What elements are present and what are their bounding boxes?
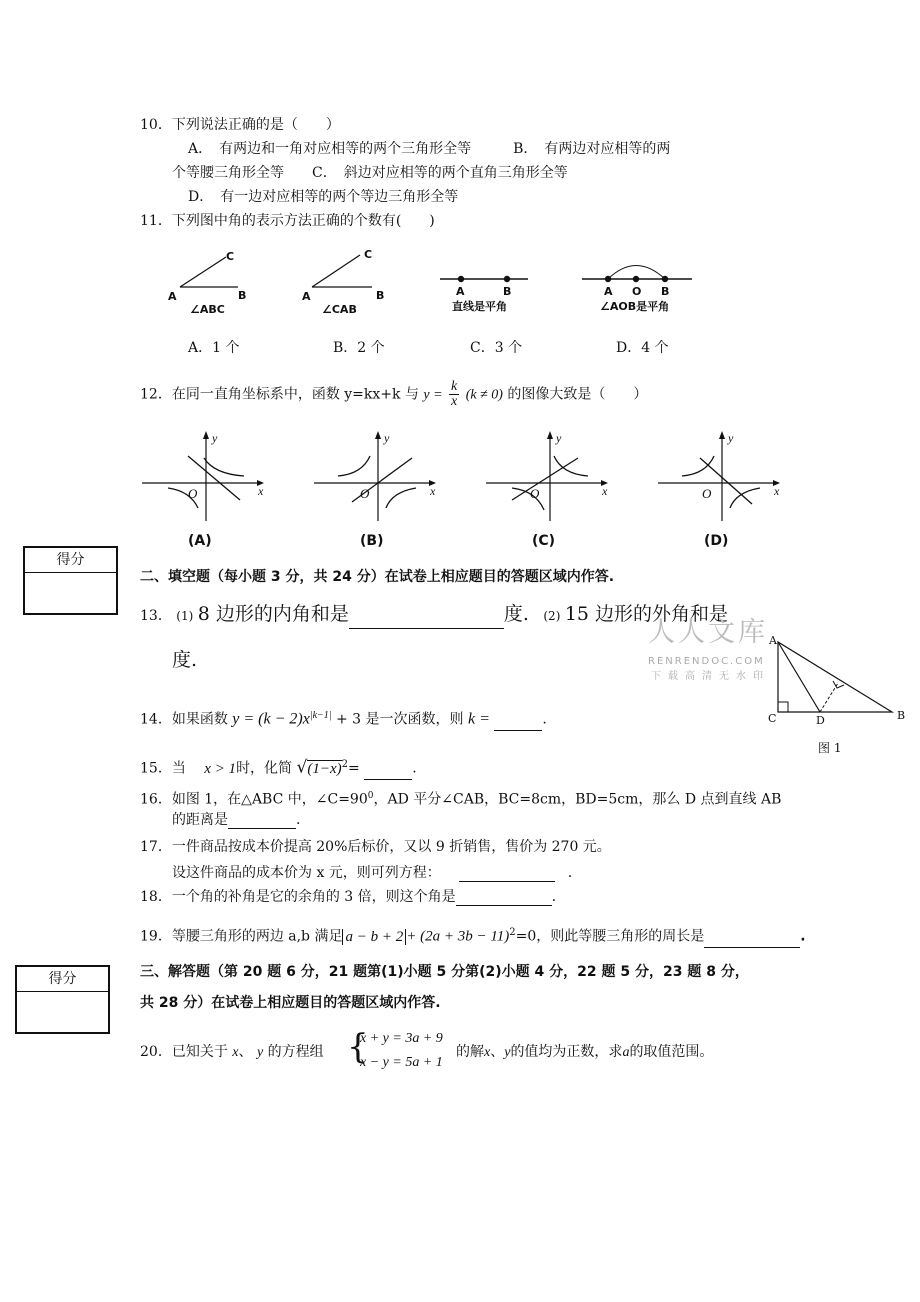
q18-line (140, 888, 556, 906)
q12-graph-c (484, 428, 614, 523)
q15-prefix: 15．当 (140, 760, 186, 777)
q12-y-eq: y = (423, 387, 443, 403)
q19-square: 2 (509, 927, 516, 938)
q20-prefix (140, 1043, 324, 1062)
q20-equation-2: x − y = 5a + 1 (360, 1055, 443, 1070)
q11-figure-arc (580, 258, 695, 288)
score-box-section-3 (15, 965, 110, 1034)
q16-text-a: 16．如图 1，在△ABC 中，∠C=90 (140, 791, 368, 808)
q16-line-2 (172, 811, 300, 829)
q11-fig4-label-a: A (604, 285, 613, 298)
q12-a-x: x (258, 484, 264, 498)
section-3-heading-line-1: 三、解答题（第 20 题 6 分，21 题第(1)小题 5 分第(2)小题 4 分，22 题 5 分，23 题 8 分， (140, 964, 749, 980)
q14-middle: + 3 是一次函数，则 (335, 711, 464, 728)
q11-fig2-label-c: C (364, 248, 373, 261)
q13-line-2: 度. (172, 649, 198, 671)
q20-sep: 、 (238, 1044, 253, 1060)
q16-blank[interactable] (228, 814, 296, 829)
q12-graph-d (656, 428, 786, 523)
q20-x-2: x (484, 1045, 491, 1060)
q15-middle: 时，化简 (236, 760, 293, 777)
watermark-logo: 人人文库 (648, 617, 768, 648)
score-box-label: 得分 (17, 967, 108, 992)
q15-end: . (412, 760, 417, 777)
q12-stem (140, 380, 647, 409)
q12-graph-b (312, 428, 442, 523)
q10-option-d: D． 有一边对应相等的两个等边三角形全等 (188, 189, 459, 205)
q12-graph-a (140, 428, 270, 523)
q12-a-label: (A) (188, 533, 212, 549)
q14-exponent: |k−1| (309, 710, 332, 721)
watermark-caption: 下载高清无水印 (651, 671, 770, 682)
q12-d-o: O (702, 486, 712, 501)
q20-y-2: y (504, 1045, 511, 1060)
q19-prefix: 19．等腰三角形的两边 a,b 满足 (140, 928, 343, 945)
q18-end: . (551, 889, 557, 905)
q17-prompt: 设这件商品的成本价为 x 元，则可列方程： (172, 865, 441, 881)
q12-frac-num: k (451, 379, 458, 394)
figure-1-triangle (770, 640, 910, 720)
q12-b-y: y (384, 431, 390, 445)
q12-c-label: (C) (532, 533, 556, 549)
q13-part-2-text: 15 边形的外角和是 (564, 603, 729, 625)
q10-option-b-c: 个等腰三角形全等 C． 斜边对应相等的两个直角三角形全等 (172, 165, 568, 181)
q12-d-y: y (728, 431, 734, 445)
section-3-heading-line-2: 共 28 分）在试卷上相应题目的答题区域内作答. (140, 995, 441, 1011)
q19-end: . (800, 928, 806, 945)
q11-fig3-label-a: A (456, 285, 465, 298)
q11-fig1-caption: ∠ABC (190, 303, 225, 316)
q10-option-a-b: A． 有两边和一角对应相等的两个三角形全等 B． 有两边对应相等的两 (188, 141, 671, 157)
q11-fig2-label-b: B (376, 289, 385, 302)
q11-fig4-caption: ∠AOB是平角 (600, 300, 670, 313)
q18-text: 18．一个角的补角是它的余角的 3 倍，则这个角是 (140, 889, 456, 905)
q14-expression: y = (k − 2)x (232, 710, 310, 728)
q18-blank[interactable] (456, 891, 552, 906)
score-box-section-2 (23, 546, 118, 615)
q12-fraction (449, 380, 459, 409)
q12-prefix: 12．在同一直角坐标系中，函数 y=kx+k 与 (140, 386, 419, 403)
q19-absolute: a − b + 2 (342, 929, 406, 945)
q11-fig3-label-b: B (503, 285, 512, 298)
watermark-url: RENRENDOC.COM (648, 656, 765, 667)
q19-middle: =0，则此等腰三角形的周长是 (515, 928, 705, 945)
q17-end: . (567, 865, 573, 881)
q16-degree: 0 (367, 791, 374, 801)
q12-b-o: O (360, 486, 370, 501)
q16-end: . (296, 812, 301, 828)
q15-line (140, 754, 417, 780)
q20-text-e: 的取值范围。 (629, 1044, 714, 1060)
q10-stem: 10．下列说法正确的是（ ） (140, 117, 340, 133)
q12-frac-den: x (451, 394, 458, 409)
q11-option-b: B．2 个 (333, 340, 385, 356)
q17-line-1: 17．一件商品按成本价提高 20%后标价，又以 9 折销售，售价为 270 元。 (140, 839, 611, 855)
q17-line-2 (172, 864, 572, 882)
q12-d-x: x (774, 484, 780, 498)
q19-blank[interactable] (704, 933, 800, 948)
q13-part-1-unit: 度. (503, 603, 529, 625)
q20-y: y (256, 1045, 264, 1060)
q12-a-o: O (188, 486, 198, 501)
q19-square-term: + (2a + 3b − 11) (406, 928, 510, 945)
q14-k: k = (467, 710, 490, 728)
q11-option-d: D．4 个 (616, 340, 669, 356)
q20-text-a: 20．已知关于 (140, 1044, 228, 1060)
figure-1-caption: 图 1 (818, 741, 842, 755)
q20-equation-1: x + y = 3a + 9 (360, 1031, 443, 1046)
figure-1-label-a: A (769, 634, 777, 647)
q11-option-a: A．1 个 (188, 340, 240, 356)
q14-line (140, 705, 547, 731)
figure-1-label-d: D (816, 714, 825, 727)
q12-c-y: y (556, 431, 562, 445)
q11-fig3-caption: 直线是平角 (452, 300, 507, 313)
q14-prefix: 14．如果函数 (140, 711, 228, 728)
q13-blank-1[interactable] (349, 614, 504, 629)
q12-a-y: y (212, 431, 218, 445)
figure-1-label-c: C (768, 712, 777, 725)
q11-fig1-label-c: C (226, 250, 235, 263)
q20-text-b: 的方程组 (267, 1044, 324, 1060)
q15-equals: = (348, 760, 360, 777)
q12-c-o: O (530, 486, 540, 501)
q12-d-label: (D) (704, 533, 729, 549)
q11-figure-line (438, 268, 533, 288)
q16-question: 的距离是 (172, 812, 228, 828)
q12-suffix: 的图像大致是（ ） (507, 386, 648, 403)
q15-radicand: (1−x) (307, 760, 342, 777)
q14-blank[interactable] (494, 716, 542, 731)
q15-condition: x > 1 (204, 760, 237, 777)
q13-part-1-marker: (1) (176, 609, 194, 623)
q13-part-2-marker: (2) (543, 609, 561, 623)
q15-blank[interactable] (364, 765, 412, 780)
q20-text-d: 的值均为正数，求 (510, 1044, 623, 1060)
q16-line-1 (140, 787, 781, 809)
score-box-label: 得分 (25, 548, 116, 573)
q12-c-x: x (602, 484, 608, 498)
q16-text-b: ，AD 平分∠CAB，BC=8cm，BD=5cm，那么 D 点到直线 AB (373, 791, 782, 808)
q15-sqrt-sign: √ (296, 757, 308, 778)
q19-line (140, 922, 806, 948)
q13-part-1-text: 8 边形的内角和是 (197, 603, 349, 625)
q20-suffix (456, 1043, 713, 1062)
q11-fig4-label-o: O (632, 285, 642, 298)
figure-1-label-b: B (897, 709, 906, 722)
q12-b-label: (B) (360, 533, 384, 549)
q11-fig1-label-a: A (168, 290, 177, 303)
q20-sep-2: 、 (490, 1044, 505, 1060)
section-2-heading: 二、填空题（每小题 3 分，共 24 分）在试卷上相应题目的答题区域内作答. (140, 569, 615, 585)
q11-fig2-label-a: A (302, 290, 311, 303)
q12-b-x: x (430, 484, 436, 498)
q15-square: 2 (341, 759, 349, 770)
q20-a: a (622, 1045, 630, 1060)
q13-line-1 (140, 602, 728, 629)
q12-condition: (k ≠ 0) (465, 387, 503, 403)
q11-fig4-label-b: B (661, 285, 670, 298)
q11-fig2-caption: ∠CAB (322, 303, 357, 316)
q20-brace: { (347, 1027, 369, 1067)
q11-stem: 11．下列图中角的表示方法正确的个数有( ) (140, 213, 435, 229)
q11-option-c: C．3 个 (470, 340, 523, 356)
q14-end: . (542, 711, 547, 728)
q17-blank[interactable] (459, 867, 555, 882)
q20-text-c: 的解 (456, 1044, 484, 1060)
q13-number: 13． (140, 608, 172, 624)
q20-x: x (232, 1045, 239, 1060)
q11-fig1-label-b: B (238, 289, 247, 302)
